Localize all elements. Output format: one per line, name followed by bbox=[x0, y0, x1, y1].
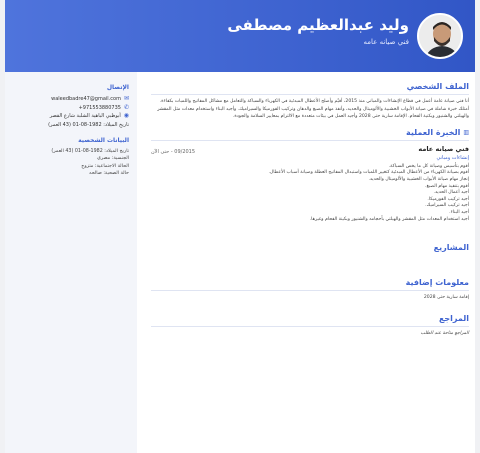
experience-heading-text: الخبرة العملية bbox=[406, 127, 461, 137]
duty-item: أقوم بصيانة الكهرباء من الأعطال المبدئية كتغيير اللمبات واستبدال المفاتيح العطلة وصيانة أسباب الأعطال. bbox=[268, 170, 469, 176]
personal-health: حالة الصحية: صالحه bbox=[89, 171, 129, 177]
job-title: فني صيانه عامه bbox=[418, 144, 469, 153]
personal-nationality: الجنسية: مصري bbox=[97, 156, 129, 162]
references-heading: المراجع bbox=[151, 314, 469, 327]
avatar bbox=[417, 13, 463, 59]
experience-heading bbox=[151, 128, 469, 141]
contact-heading: الإتصال bbox=[106, 84, 129, 91]
person-photo-icon bbox=[419, 15, 463, 59]
duty-item: أجيد البناء. bbox=[449, 209, 469, 215]
phone-value[interactable]: +971553880735 bbox=[78, 104, 121, 111]
duty-item: أقوم بتأسيس وصيانة كل ما يخص السباكة. bbox=[388, 163, 469, 169]
duty-item: أجيد تركيب السيراميك. bbox=[425, 203, 469, 209]
job-entry bbox=[151, 145, 469, 223]
duties-list bbox=[151, 164, 469, 223]
references-text: المراجع متاحة عند الطلب bbox=[420, 330, 469, 336]
email-value[interactable]: waleedbadre47@gmail.com bbox=[51, 96, 121, 102]
duty-item: إنجاز مهام صيانة الأبواب الخشبية والألوميتال والحديد. bbox=[368, 176, 469, 182]
additional-text: إقامة سارية حتى 2028 bbox=[423, 295, 469, 301]
phone-icon: ✆ bbox=[123, 103, 129, 111]
projects-heading: المشاريع bbox=[433, 243, 469, 253]
email-line bbox=[9, 95, 129, 104]
building-icon: ▥ bbox=[463, 128, 469, 136]
main-content bbox=[151, 82, 469, 337]
candidate-title: فني صيانه عامه bbox=[363, 38, 409, 46]
address-line bbox=[9, 112, 129, 121]
duty-item: أقوم بتنفيذ مهام الصبغ. bbox=[424, 183, 469, 189]
resume-header bbox=[5, 0, 475, 72]
candidate-name: وليد عبدالعظيم مصطفى bbox=[227, 16, 409, 34]
resume-page bbox=[5, 0, 475, 453]
additional-heading: معلومات إضافية bbox=[151, 278, 469, 291]
profile-heading bbox=[151, 82, 469, 95]
sidebar bbox=[5, 72, 137, 453]
personal-birth: تاريخ الميلاد: 1982-08-01 (43 العمر) bbox=[51, 149, 129, 154]
profile-text: أنا فني صيانة عامة أعمل في قطاع الإنشاءات والمباني منذ 2015، أقيّم وأصلح الأعطال المبدئية في الكهرباء والسباكة والتعامل مع مشاكل المفاتيح واللمبات بكفاءة. أمتلك خبرة شاملة في صيانة الأبواب الخشبية والألوميتال والحديد، وأنفذ مهام الصبغ والدهان وتركيب الفورميكا والسيراميك. وأجيد البناء واستخدام معدات مثل المقشر والهيلتي والشنيور وبكنية الفحام. الإقامة سارية حتى 2028 وأجيد العمل في بيئات متعددة مع الالتزام بمعايير السلامة والجودة. bbox=[157, 99, 469, 120]
location-pin-icon: ◉ bbox=[123, 112, 129, 119]
address-value: أبوظبي الباهية الشلبة شارع القصر bbox=[49, 113, 121, 119]
company-name: إنشاءات ومباني bbox=[436, 154, 469, 161]
profile-heading-text: الملف الشخصي bbox=[406, 82, 469, 91]
duty-item: أجيد أعمال الحديد. bbox=[433, 190, 469, 196]
contact-birth-line bbox=[9, 121, 129, 130]
mail-icon: ✉ bbox=[123, 95, 129, 102]
duty-item: أجيد استخدام المعدات مثل المقشر والهيلتي بأحجامه والشنيور وبكينة الفحام وغيرها. bbox=[309, 216, 469, 222]
duty-item: أجيد تركيب الفورميكا. bbox=[427, 196, 469, 202]
phone-line bbox=[9, 104, 129, 113]
personal-heading: البيانات الشخصية bbox=[78, 137, 129, 144]
job-date: 09/2015 - حتى الآن bbox=[151, 148, 196, 155]
contact-birth-value: تاريخ الميلاد: 1982-08-01 (43 العمر) bbox=[48, 121, 129, 128]
personal-marital: الحالة الاجتماعية: متزوج bbox=[81, 163, 129, 169]
